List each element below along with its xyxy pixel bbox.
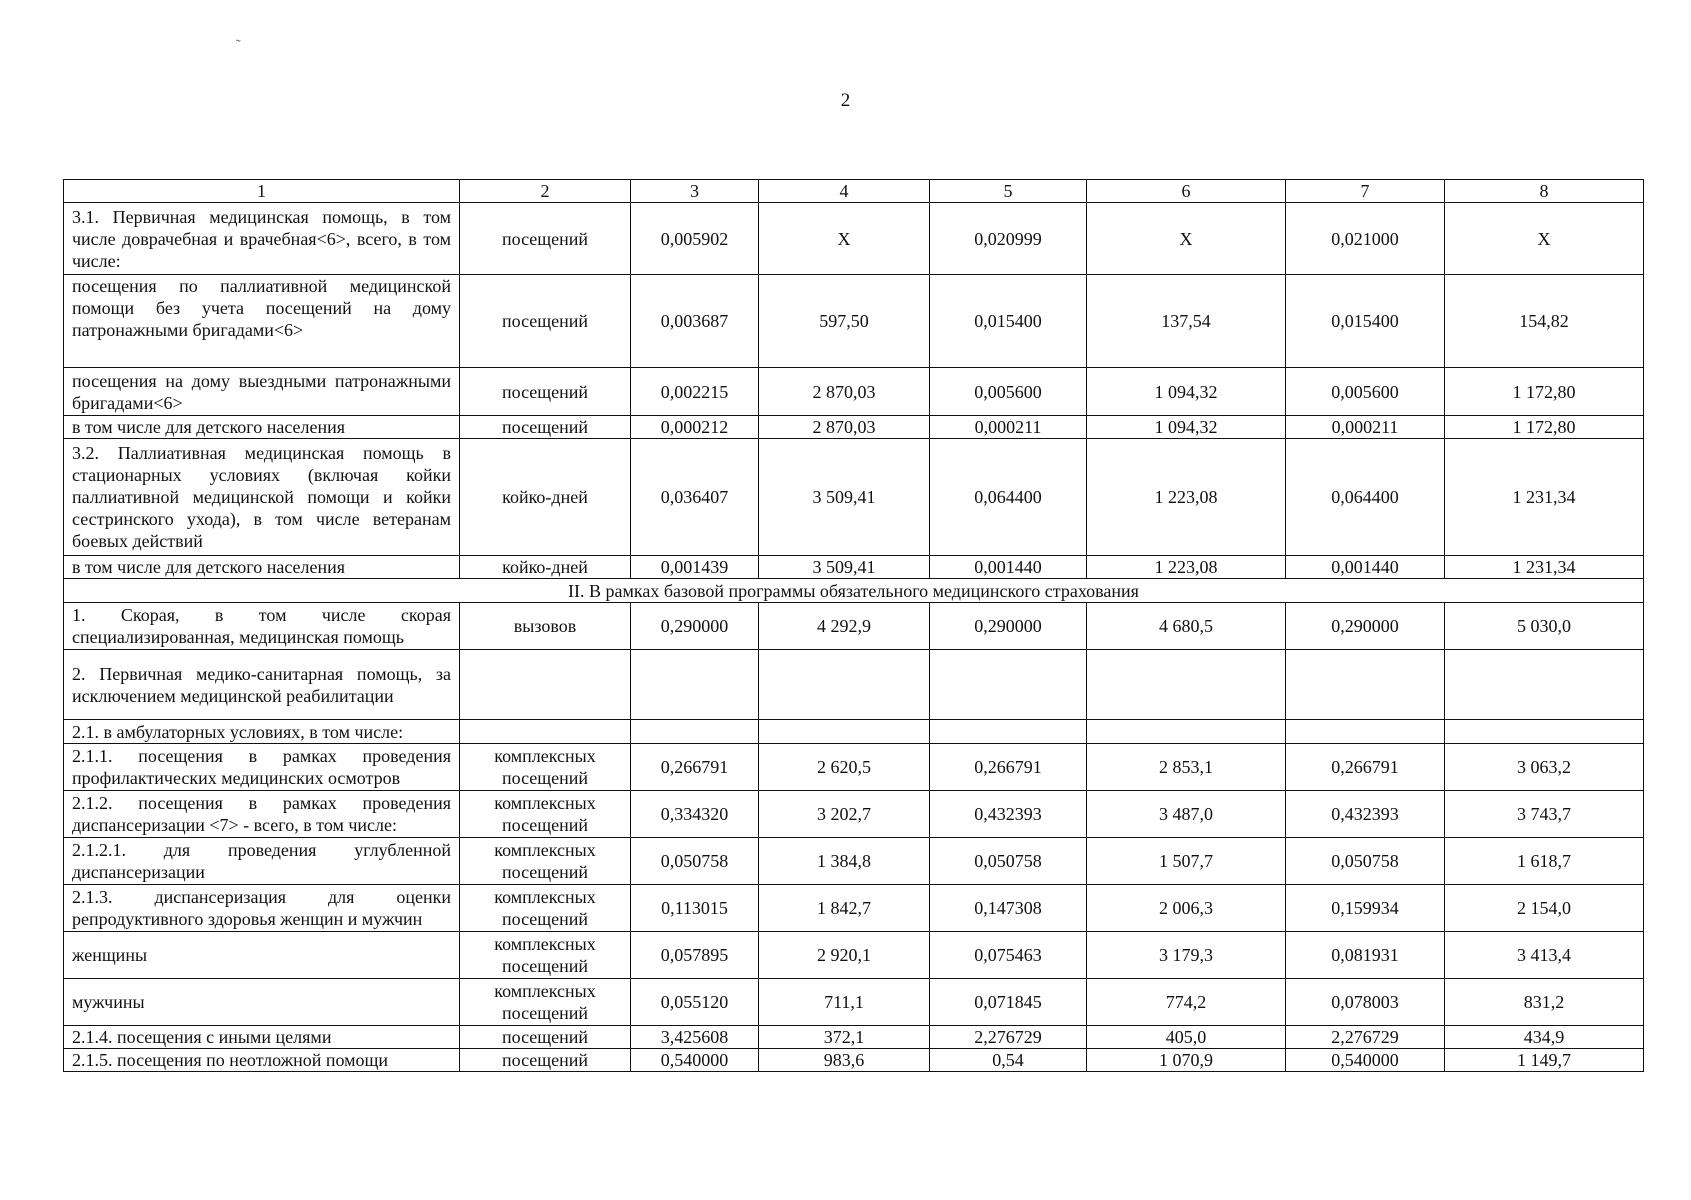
value-cell: 0,021000 <box>1286 203 1445 275</box>
value-cell: 0,015400 <box>930 275 1087 368</box>
value-cell: 0,064400 <box>1286 439 1445 556</box>
value-cell: 2,276729 <box>1286 1026 1445 1049</box>
table-row <box>64 838 1644 885</box>
table-row <box>64 439 1644 556</box>
value-cell: 1 070,9 <box>1087 1049 1286 1072</box>
section-title: II. В рамках базовой программы обязательного медицинского страхования <box>64 579 1644 603</box>
value-cell: 2 920,1 <box>759 932 930 979</box>
unit-cell <box>460 720 631 744</box>
value-cell: 2 154,0 <box>1445 885 1644 932</box>
value-cell: 0,001439 <box>631 556 759 579</box>
row-name-cell: в том числе для детского населения <box>64 416 460 439</box>
value-cell: 4 292,9 <box>759 603 930 650</box>
row-name-cell: посещения по паллиативной медицинской помощи без учета посещений на дому патронажными бригадами<6> <box>64 275 460 368</box>
value-cell: 0,540000 <box>631 1049 759 1072</box>
value-cell <box>1445 720 1644 744</box>
value-cell <box>1087 650 1286 720</box>
value-cell: 0,147308 <box>930 885 1087 932</box>
value-cell: 0,290000 <box>631 603 759 650</box>
value-cell <box>759 650 930 720</box>
unit-cell: комплексных посещений <box>460 932 631 979</box>
value-cell <box>930 650 1087 720</box>
value-cell: 1 507,7 <box>1087 838 1286 885</box>
value-cell: 1 223,08 <box>1087 556 1286 579</box>
value-cell: 0,064400 <box>930 439 1087 556</box>
row-name-cell: 2.1.3. диспансеризация для оценки репродуктивного здоровья женщин и мужчин <box>64 885 460 932</box>
column-number: 2 <box>460 180 631 203</box>
unit-cell <box>460 650 631 720</box>
value-cell: 3 063,2 <box>1445 744 1644 791</box>
unit-cell: койко-дней <box>460 439 631 556</box>
column-number: 4 <box>759 180 930 203</box>
table-row <box>64 885 1644 932</box>
value-cell: 0,266791 <box>1286 744 1445 791</box>
value-cell: X <box>1445 203 1644 275</box>
value-cell: 0,432393 <box>1286 791 1445 838</box>
value-cell: 0,113015 <box>631 885 759 932</box>
table-row <box>64 603 1644 650</box>
table-row <box>64 416 1644 439</box>
value-cell: 2,276729 <box>930 1026 1087 1049</box>
value-cell: 0,290000 <box>930 603 1087 650</box>
unit-cell: комплексных посещений <box>460 979 631 1026</box>
value-cell <box>1286 720 1445 744</box>
value-cell: 0,005600 <box>1286 368 1445 416</box>
table-row <box>64 1026 1644 1049</box>
value-cell <box>631 650 759 720</box>
value-cell: 0,540000 <box>1286 1049 1445 1072</box>
column-number: 3 <box>631 180 759 203</box>
value-cell: 0,000211 <box>1286 416 1445 439</box>
value-cell: 0,071845 <box>930 979 1087 1026</box>
value-cell: 1 231,34 <box>1445 556 1644 579</box>
table-body <box>64 180 1644 1072</box>
value-cell: 983,6 <box>759 1049 930 1072</box>
table-row <box>64 932 1644 979</box>
value-cell: 154,82 <box>1445 275 1644 368</box>
value-cell: 711,1 <box>759 979 930 1026</box>
value-cell: 4 680,5 <box>1087 603 1286 650</box>
value-cell: 0,002215 <box>631 368 759 416</box>
value-cell: 3 509,41 <box>759 439 930 556</box>
table-row <box>64 275 1644 368</box>
value-cell <box>631 720 759 744</box>
column-number: 8 <box>1445 180 1644 203</box>
value-cell: 3 179,3 <box>1087 932 1286 979</box>
value-cell: 0,54 <box>930 1049 1087 1072</box>
row-name-cell: 2.1.2.1. для проведения углубленной диспансеризации <box>64 838 460 885</box>
unit-cell: посещений <box>460 275 631 368</box>
value-cell: 3 487,0 <box>1087 791 1286 838</box>
value-cell: 2 853,1 <box>1087 744 1286 791</box>
value-cell: 2 006,3 <box>1087 885 1286 932</box>
value-cell <box>1087 720 1286 744</box>
unit-cell: комплексных посещений <box>460 885 631 932</box>
value-cell: 0,036407 <box>631 439 759 556</box>
unit-cell: комплексных посещений <box>460 744 631 791</box>
column-number: 7 <box>1286 180 1445 203</box>
column-number: 1 <box>64 180 460 203</box>
value-cell: 1 384,8 <box>759 838 930 885</box>
row-name-cell: в том числе для детского населения <box>64 556 460 579</box>
value-cell: X <box>1087 203 1286 275</box>
value-cell: 0,001440 <box>1286 556 1445 579</box>
value-cell: 0,159934 <box>1286 885 1445 932</box>
value-cell: 0,000211 <box>930 416 1087 439</box>
row-name-cell: 3.2. Паллиативная медицинская помощь в стационарных условиях (включая койки паллиативной медицинской помощи и койки сестринского ухода), в том числе ветеранам боевых действий <box>64 439 460 556</box>
table-row <box>64 979 1644 1026</box>
value-cell: 0,078003 <box>1286 979 1445 1026</box>
value-cell: 3,425608 <box>631 1026 759 1049</box>
value-cell: 2 620,5 <box>759 744 930 791</box>
value-cell: 3 413,4 <box>1445 932 1644 979</box>
value-cell: 597,50 <box>759 275 930 368</box>
value-cell: 0,432393 <box>930 791 1087 838</box>
value-cell: 0,005902 <box>631 203 759 275</box>
value-cell: 405,0 <box>1087 1026 1286 1049</box>
value-cell: 372,1 <box>759 1026 930 1049</box>
table-row <box>64 203 1644 275</box>
value-cell: 2 870,03 <box>759 368 930 416</box>
row-name-cell: 2.1.5. посещения по неотложной помощи <box>64 1049 460 1072</box>
value-cell: 137,54 <box>1087 275 1286 368</box>
value-cell <box>1286 650 1445 720</box>
value-cell: 434,9 <box>1445 1026 1644 1049</box>
unit-cell: вызовов <box>460 603 631 650</box>
value-cell: 0,057895 <box>631 932 759 979</box>
table-row <box>64 720 1644 744</box>
value-cell: 831,2 <box>1445 979 1644 1026</box>
column-number-row <box>64 180 1644 203</box>
section-header-row <box>64 579 1644 603</box>
unit-cell: посещений <box>460 416 631 439</box>
value-cell: 1 094,32 <box>1087 416 1286 439</box>
unit-cell: посещений <box>460 1026 631 1049</box>
value-cell: 0,050758 <box>1286 838 1445 885</box>
value-cell: 2 870,03 <box>759 416 930 439</box>
table-row <box>64 1049 1644 1072</box>
unit-cell: посещений <box>460 1049 631 1072</box>
value-cell: 0,055120 <box>631 979 759 1026</box>
value-cell: X <box>759 203 930 275</box>
value-cell: 0,266791 <box>631 744 759 791</box>
value-cell: 1 223,08 <box>1087 439 1286 556</box>
column-number: 5 <box>930 180 1087 203</box>
row-name-cell: 1. Скорая, в том числе скорая специализированная, медицинская помощь <box>64 603 460 650</box>
unit-cell: комплексных посещений <box>460 838 631 885</box>
value-cell: 1 172,80 <box>1445 416 1644 439</box>
table-row <box>64 556 1644 579</box>
row-name-cell: 2.1.2. посещения в рамках проведения диспансеризации <7> - всего, в том числе: <box>64 791 460 838</box>
value-cell: 1 842,7 <box>759 885 930 932</box>
row-name-cell: 2. Первичная медико-санитарная помощь, за исключением медицинской реабилитации <box>64 650 460 720</box>
table-row <box>64 791 1644 838</box>
column-number: 6 <box>1087 180 1286 203</box>
row-name-cell: 2.1.4. посещения с иными целями <box>64 1026 460 1049</box>
unit-cell: койко-дней <box>460 556 631 579</box>
value-cell: 0,050758 <box>930 838 1087 885</box>
value-cell: 0,005600 <box>930 368 1087 416</box>
value-cell: 0,000212 <box>631 416 759 439</box>
value-cell: 774,2 <box>1087 979 1286 1026</box>
value-cell: 0,334320 <box>631 791 759 838</box>
value-cell: 1 231,34 <box>1445 439 1644 556</box>
row-name-cell: мужчины <box>64 979 460 1026</box>
value-cell: 3 509,41 <box>759 556 930 579</box>
value-cell: 0,015400 <box>1286 275 1445 368</box>
row-name-cell: 2.1. в амбулаторных условиях, в том числе: <box>64 720 460 744</box>
unit-cell: посещений <box>460 368 631 416</box>
unit-cell: комплексных посещений <box>460 791 631 838</box>
page-number: 2 <box>840 90 851 111</box>
value-cell: 1 149,7 <box>1445 1049 1644 1072</box>
value-cell <box>1445 650 1644 720</box>
value-cell: 0,290000 <box>1286 603 1445 650</box>
table-row <box>64 650 1644 720</box>
value-cell <box>759 720 930 744</box>
value-cell: 0,075463 <box>930 932 1087 979</box>
value-cell: 0,020999 <box>930 203 1087 275</box>
value-cell: 1 094,32 <box>1087 368 1286 416</box>
table-row <box>64 368 1644 416</box>
tariff-table <box>63 179 1644 1072</box>
table-row <box>64 744 1644 791</box>
value-cell: 0,050758 <box>631 838 759 885</box>
row-name-cell: посещения на дому выездными патронажными бригадами<6> <box>64 368 460 416</box>
scan-mark: ˜ <box>236 38 241 53</box>
value-cell: 0,266791 <box>930 744 1087 791</box>
row-name-cell: 2.1.1. посещения в рамках проведения профилактических медицинских осмотров <box>64 744 460 791</box>
value-cell: 3 743,7 <box>1445 791 1644 838</box>
value-cell: 3 202,7 <box>759 791 930 838</box>
value-cell: 0,003687 <box>631 275 759 368</box>
value-cell: 5 030,0 <box>1445 603 1644 650</box>
row-name-cell: женщины <box>64 932 460 979</box>
value-cell: 0,001440 <box>930 556 1087 579</box>
value-cell: 1 172,80 <box>1445 368 1644 416</box>
value-cell: 0,081931 <box>1286 932 1445 979</box>
row-name-cell: 3.1. Первичная медицинская помощь, в том числе доврачебная и врачебная<6>, всего, в том числе: <box>64 203 460 275</box>
unit-cell: посещений <box>460 203 631 275</box>
value-cell <box>930 720 1087 744</box>
value-cell: 1 618,7 <box>1445 838 1644 885</box>
